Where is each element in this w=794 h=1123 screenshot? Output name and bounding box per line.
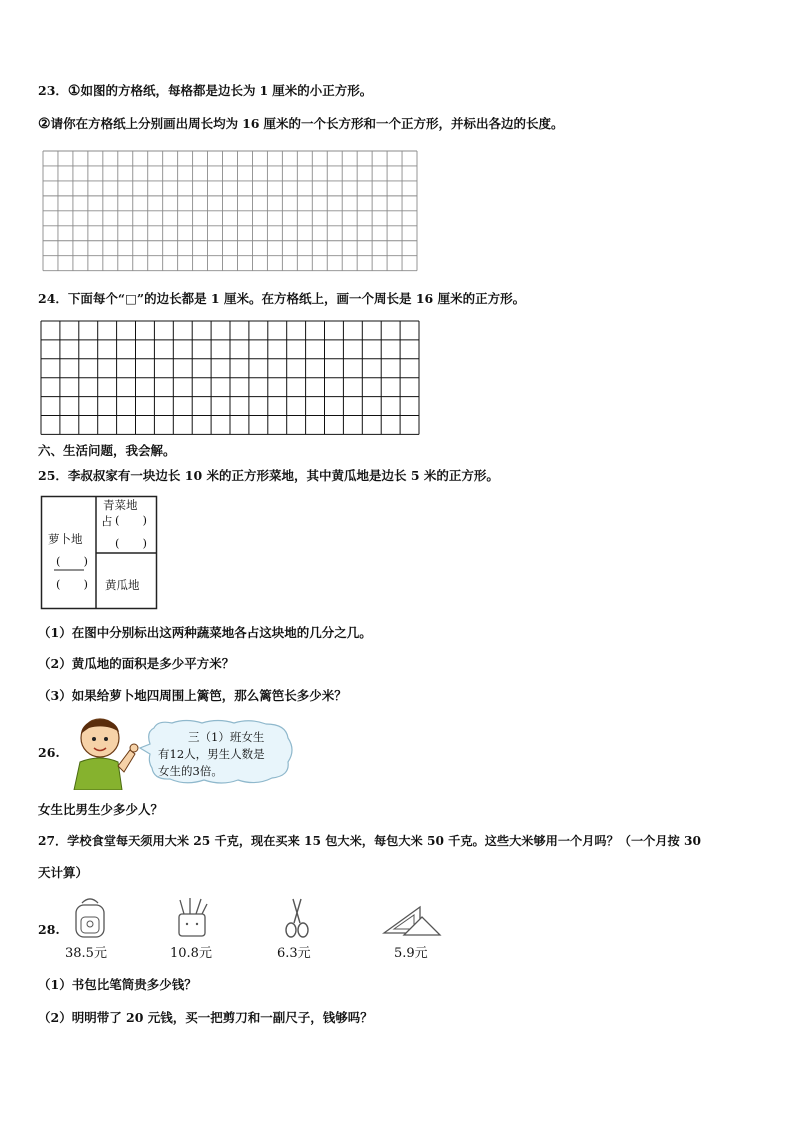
- q26-question: 女生比男生少多少人？: [38, 802, 164, 817]
- q28-sub1: （1）书包比笔筒贵多少钱？: [38, 977, 197, 992]
- greens-blank-bottom: ( ): [115, 536, 147, 550]
- bubble-line-1: 三（1）班女生: [188, 730, 265, 744]
- backpack-icon: [72, 897, 108, 939]
- q28-number: 28.: [38, 922, 60, 937]
- q23-number: 23．: [38, 83, 68, 98]
- grid-paper-q23[interactable]: [42, 150, 418, 272]
- greens-blank-top: ( ): [115, 513, 147, 527]
- q25-text: 25．李叔叔家有一块边长 10 米的正方形菜地，其中黄瓜地是边长 5 米的正方形。: [38, 468, 499, 483]
- price-backpack: 38.5元: [65, 946, 107, 961]
- q24-text: 24．下面每个“□”的边长都是 1 厘米。在方格纸上，画一个周长是 16 厘米的正方形。: [38, 291, 526, 306]
- bubble-line-2: 有12人，男生人数是: [158, 747, 265, 761]
- q23-line2: ②请你在方格纸上分别画出周长均为 16 厘米的一个长方形和一个正方形，并标出各边的长度。: [38, 116, 564, 132]
- section-heading: 六、生活问题，我会解。: [38, 443, 176, 458]
- circled-two: ②: [38, 116, 51, 132]
- set-square-icon: [382, 905, 442, 937]
- q28-sub2: （2）明明带了 20 元钱，买一把剪刀和一副尺子，钱够吗？: [38, 1010, 373, 1025]
- radish-blank-bottom: ( ): [56, 577, 88, 591]
- q27-line1: 27．学校食堂每天须用大米 25 千克，现在买来 15 包大米，每包大米 50 千克。这些大米够用一个月吗？（一个月按 30: [38, 834, 701, 848]
- price-pencil-holder: 10.8元: [170, 946, 212, 961]
- greens-label: 青菜地: [103, 498, 138, 512]
- radish-blank-top: ( ): [56, 554, 88, 568]
- q25-sub1: （1）在图中分别标出这两种蔬菜地各占这块地的几分之几。: [38, 625, 372, 640]
- scissors-icon: [282, 897, 312, 939]
- price-set-square: 5.9元: [394, 946, 428, 961]
- bubble-line-3: 女生的3倍。: [158, 764, 223, 778]
- q25-sub2: （2）黄瓜地的面积是多少平方米？: [38, 656, 235, 671]
- price-scissors: 6.3元: [277, 946, 311, 961]
- cucumber-label: 黄瓜地: [105, 578, 140, 592]
- pencil-holder-icon: [174, 896, 210, 938]
- boy-illustration: [64, 710, 144, 790]
- q23-line1: 23．①如图的方格纸，每格都是边长为 1 厘米的小正方形。: [38, 83, 373, 99]
- q26-number: 26.: [38, 745, 60, 760]
- radish-label: 萝卜地: [48, 532, 83, 546]
- circled-one: ①: [67, 83, 81, 99]
- q27-line2: 天计算）: [38, 865, 89, 880]
- grid-paper-q24[interactable]: [40, 320, 420, 438]
- q25-sub3: （3）如果给萝卜地四周围上篱笆，那么篱笆长多少米？: [38, 688, 347, 703]
- greens-label-zhan: 占: [101, 514, 113, 528]
